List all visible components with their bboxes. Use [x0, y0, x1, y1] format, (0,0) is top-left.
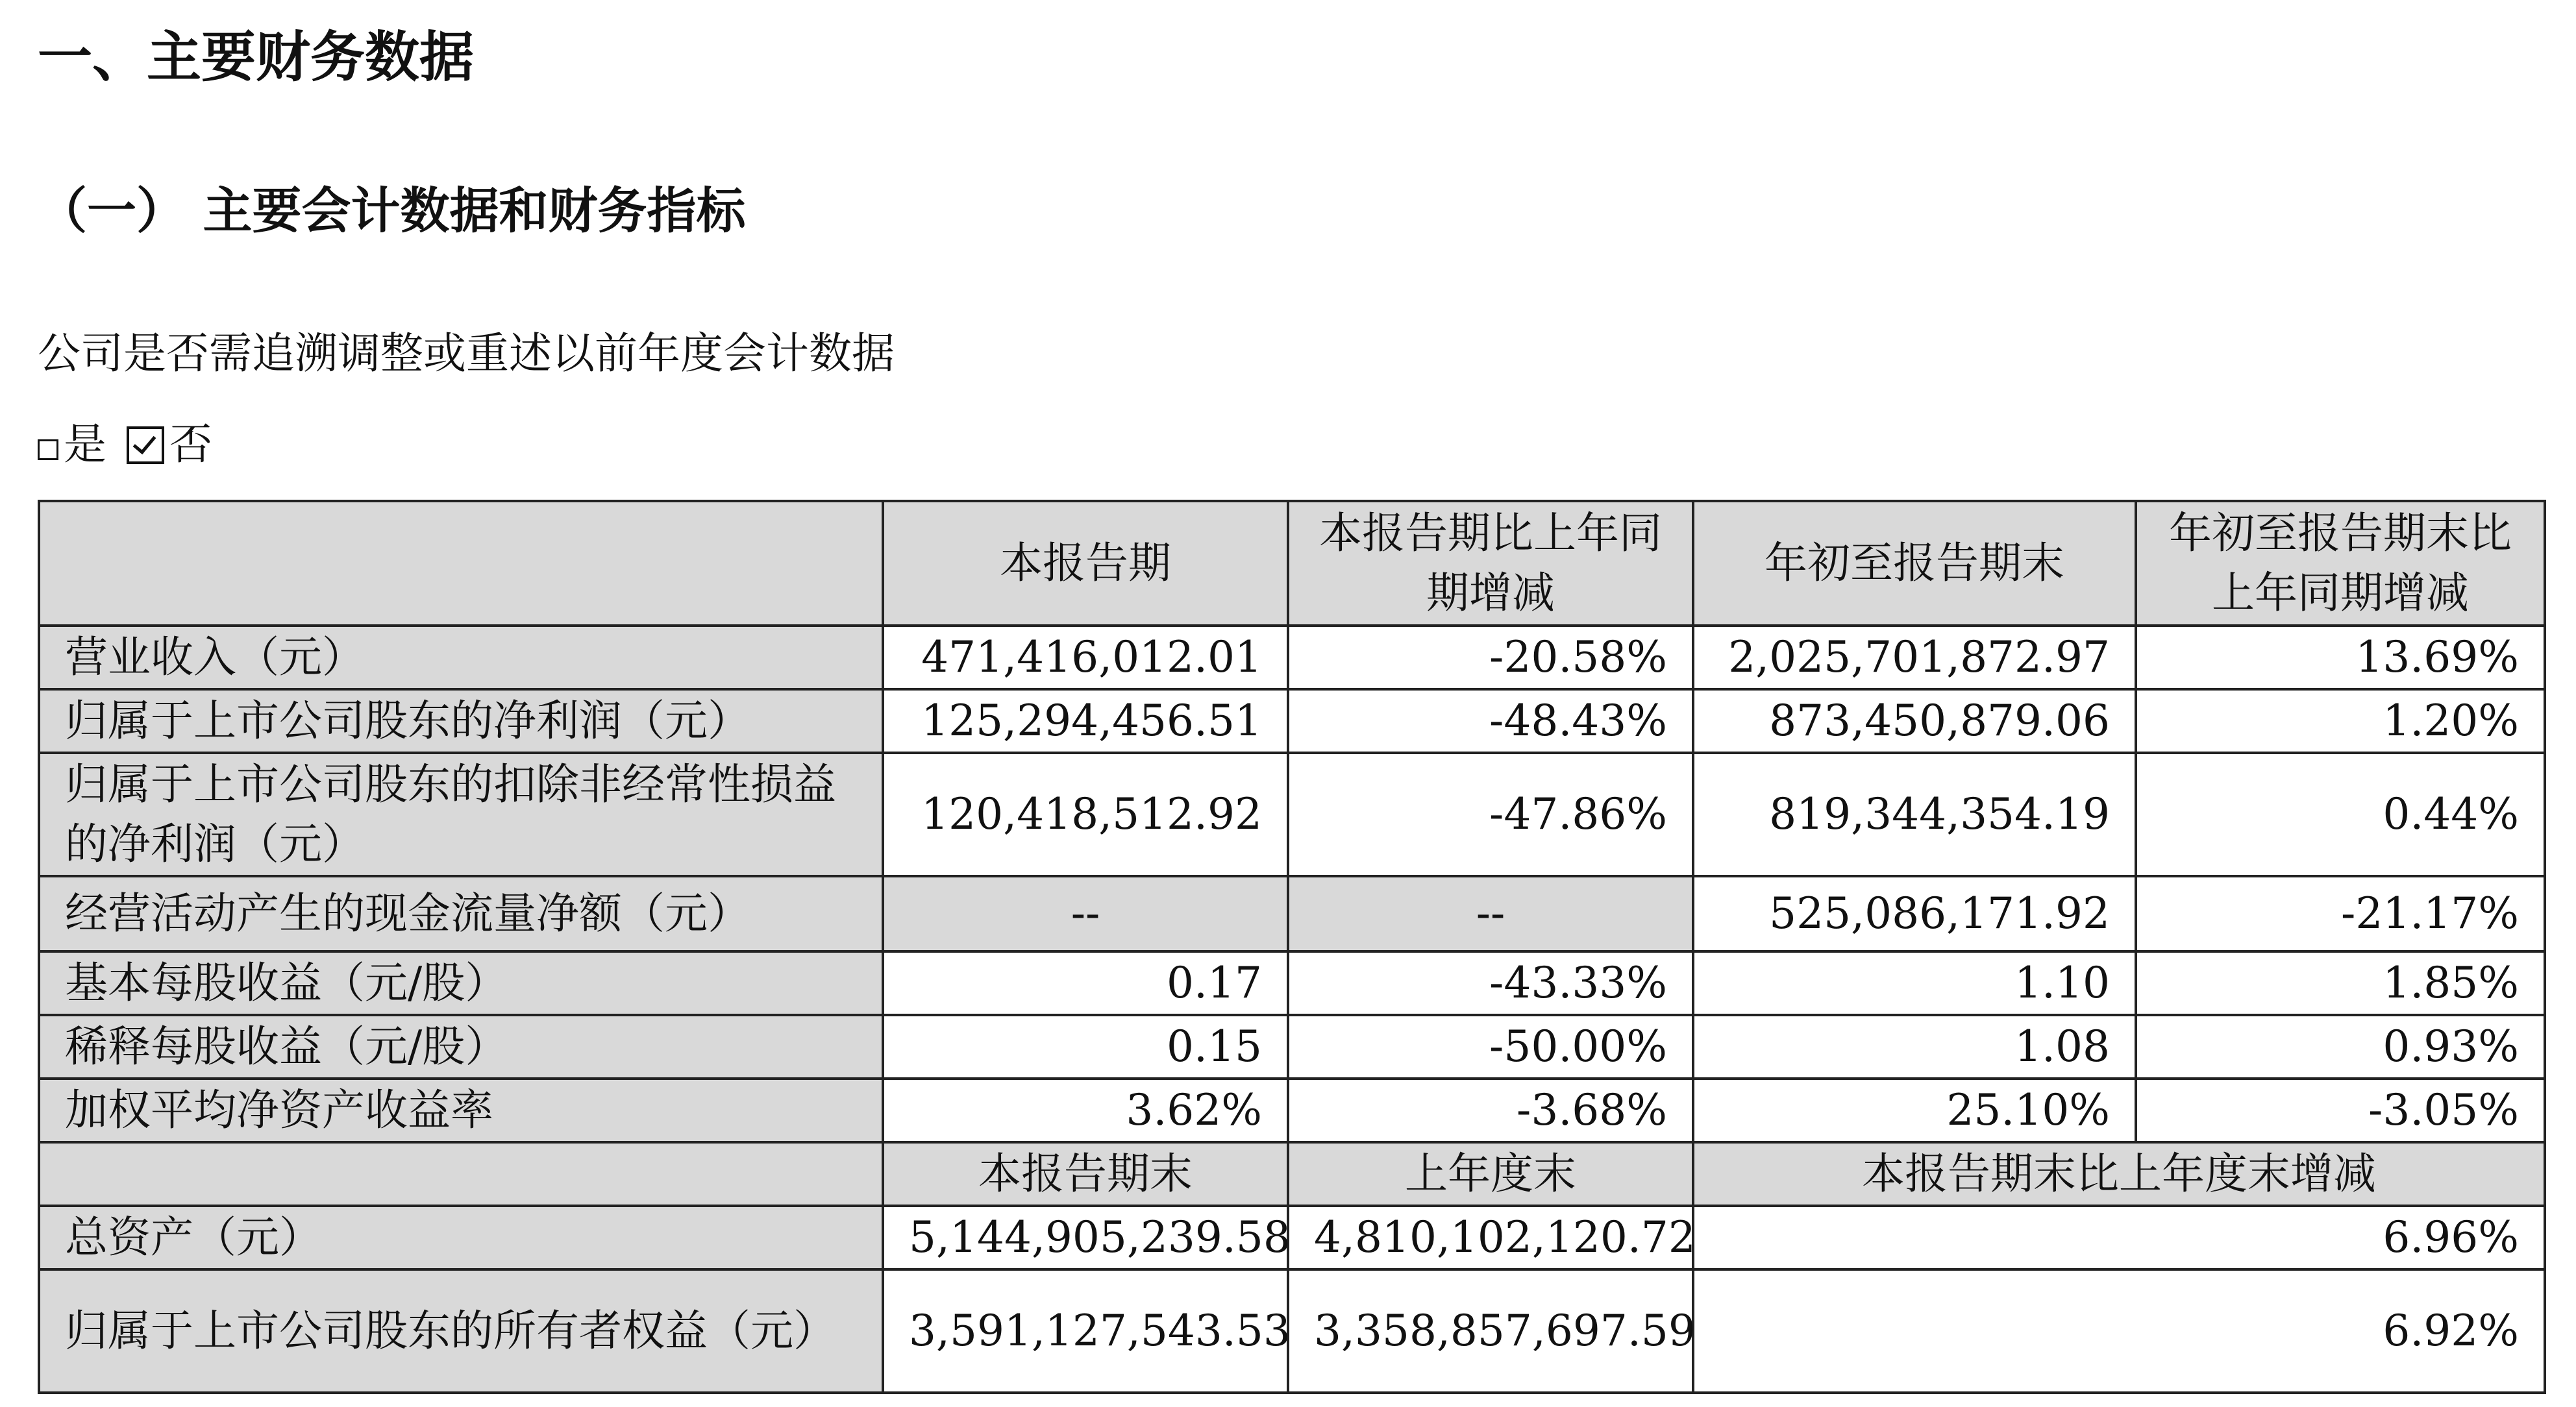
row-label: 稀释每股收益（元/股）	[39, 1015, 883, 1079]
table-cell: 6.92%	[1693, 1269, 2545, 1393]
row-label: 归属于上市公司股东的净利润（元）	[39, 689, 883, 753]
option-yes[interactable]	[38, 409, 106, 480]
table-row	[39, 1079, 2545, 1142]
table-cell: 525,086,171.92	[1693, 876, 2136, 951]
table-cell: 1.20%	[2136, 689, 2545, 753]
table-header-row-2	[39, 1142, 2545, 1206]
table-cell: 13.69%	[2136, 626, 2545, 689]
row-label: 归属于上市公司股东的扣除非经常性损益的净利润（元）	[39, 753, 883, 876]
table-cell: 471,416,012.01	[883, 626, 1288, 689]
table-cell: 25.10%	[1693, 1079, 2136, 1142]
table-cell: -43.33%	[1288, 951, 1693, 1015]
subsection-heading: （一） 主要会计数据和财务指标	[38, 182, 746, 239]
row-label: 经营活动产生的现金流量净额（元）	[39, 876, 883, 951]
row-label: 营业收入（元）	[39, 626, 883, 689]
table-cell: -20.58%	[1288, 626, 1693, 689]
table-row	[39, 951, 2545, 1015]
table-cell: -47.86%	[1288, 753, 1693, 876]
table-row	[39, 876, 2545, 951]
table-cell: 1.08	[1693, 1015, 2136, 1079]
table-row	[39, 753, 2545, 876]
option-no-label: 否	[169, 419, 212, 469]
header-empty-cell	[39, 1142, 883, 1206]
row-label: 基本每股收益（元/股）	[39, 951, 883, 1015]
table-cell: --	[883, 876, 1288, 951]
header-cell: 本报告期末比上年度末增减	[1693, 1142, 2545, 1206]
header-cell: 本报告期	[883, 501, 1288, 626]
table-cell: 5,144,905,239.58	[883, 1206, 1288, 1269]
checked-box-icon	[127, 426, 164, 464]
table-cell: 1.85%	[2136, 951, 2545, 1015]
table-cell: 120,418,512.92	[883, 753, 1288, 876]
table-row	[39, 1206, 2545, 1269]
table-cell: -3.05%	[2136, 1079, 2545, 1142]
header-cell: 年初至报告期末	[1693, 501, 2136, 626]
table-cell: -21.17%	[2136, 876, 2545, 951]
table-cell: 819,344,354.19	[1693, 753, 2136, 876]
table-row	[39, 1015, 2545, 1079]
table-cell: 3,358,857,697.59	[1288, 1269, 1693, 1393]
table-cell: 125,294,456.51	[883, 689, 1288, 753]
table-cell: -50.00%	[1288, 1015, 1693, 1079]
header-cell: 本报告期末	[883, 1142, 1288, 1206]
table-cell: 6.96%	[1693, 1206, 2545, 1269]
table-cell: 0.15	[883, 1015, 1288, 1079]
restatement-options	[38, 409, 219, 480]
table-cell: 0.93%	[2136, 1015, 2545, 1079]
header-cell: 年初至报告期末比上年同期增减	[2136, 501, 2545, 626]
header-empty-cell	[39, 501, 883, 626]
table-row	[39, 689, 2545, 753]
table-cell: 873,450,879.06	[1693, 689, 2136, 753]
table-cell: 3.62%	[883, 1079, 1288, 1142]
table-cell: 4,810,102,120.72	[1288, 1206, 1693, 1269]
header-cell: 上年度末	[1288, 1142, 1693, 1206]
header-cell: 本报告期比上年同期增减	[1288, 501, 1693, 626]
table-cell: 3,591,127,543.53	[883, 1269, 1288, 1393]
section-heading: 一、主要财务数据	[38, 25, 475, 89]
table-cell: 0.17	[883, 951, 1288, 1015]
restatement-question: 公司是否需追溯调整或重述以前年度会计数据	[38, 328, 895, 378]
table-cell: --	[1288, 876, 1693, 951]
row-label: 归属于上市公司股东的所有者权益（元）	[39, 1269, 883, 1393]
table-cell: 0.44%	[2136, 753, 2545, 876]
table-cell: -3.68%	[1288, 1079, 1693, 1142]
table-row	[39, 626, 2545, 689]
table-cell: 1.10	[1693, 951, 2136, 1015]
row-label: 总资产（元）	[39, 1206, 883, 1269]
financial-data-table	[38, 500, 2546, 1394]
option-yes-label: 是	[64, 419, 106, 469]
table-row	[39, 1269, 2545, 1393]
option-no[interactable]	[127, 409, 212, 480]
unchecked-box-icon	[38, 439, 58, 460]
row-label: 加权平均净资产收益率	[39, 1079, 883, 1142]
table-header-row	[39, 501, 2545, 626]
table-cell: 2,025,701,872.97	[1693, 626, 2136, 689]
table-cell: -48.43%	[1288, 689, 1693, 753]
